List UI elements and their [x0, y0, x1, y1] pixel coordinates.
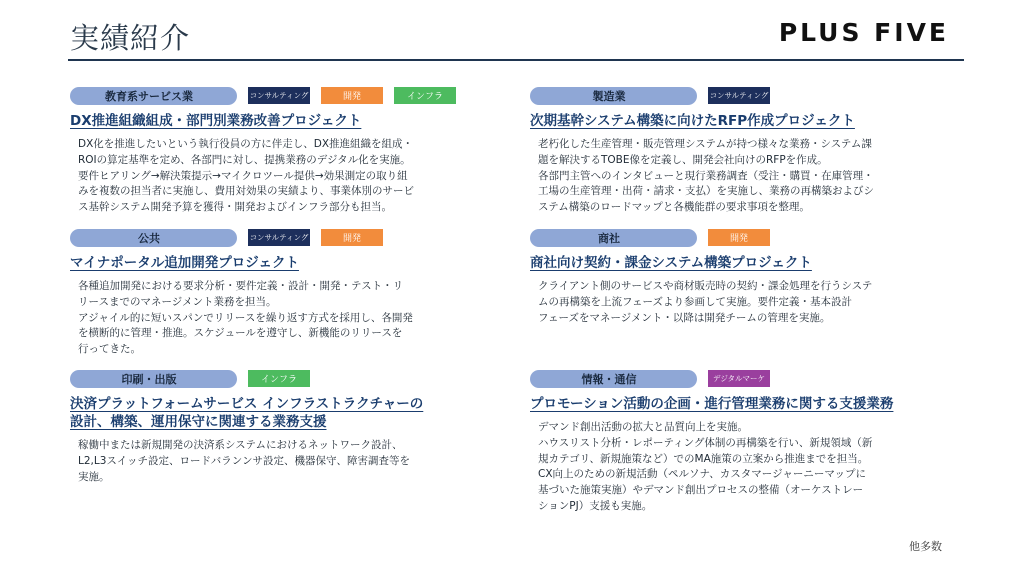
project-description: 稼働中または新規開発の決済系システムにおけるネットワーク設計、 L2,L3スイッチ設定、ロードバランンサ設定、機器保守、障害調査等を 実施。 [78, 439, 411, 483]
case-trading [530, 228, 960, 326]
tag-list [708, 87, 770, 104]
project-title: 商社向け契約・課金システム構築プロジェクト [530, 255, 812, 271]
tag-development: 開発 [321, 229, 383, 246]
case-header [70, 86, 500, 105]
tag-list [708, 370, 770, 387]
project-title: 決済プラットフォームサービス インフラストラクチャーの 設計、構築、運用保守に関連する業務支援 [70, 396, 424, 430]
tag-list [708, 229, 770, 246]
tag-consulting: コンサルティング [708, 87, 770, 104]
case-printing [70, 369, 500, 485]
project-title: マイナポータル追加開発プロジェクト [70, 255, 299, 271]
industry-label: 印刷・出版 [70, 370, 228, 388]
footer-note: 他多数 [909, 540, 942, 553]
project-description: 各種追加開発における要求分析・要件定義・設計・開発・テスト・リ リースまでのマネージメント業務を担当。 アジャイル的に短いスパンでリリースを繰り返す方式を採用し、各開発 を横断的に管理・推進。スケジュールを遵守し、新機能のリリースを 行ってきた。 [78, 280, 413, 356]
case-public [70, 228, 500, 358]
tag-list [248, 229, 383, 246]
page-title: 実績紹介 [70, 21, 191, 55]
project-description: デマンド創出活動の拡大と品質向上を実施。 ハウスリスト分析・レポーティング体制の再構築を行い、新規領域（新 規カテゴリ、新規施策など）でのMA施策の立案から推進までを担当。 CX向上のための新規活動（ペルソナ、カスタマージャーニーマップに 基づいた施策実施）やデマンド創出プロセスの整備（オーケストレー ションPJ）支援も実施。 [538, 421, 873, 512]
project-title: プロモーション活動の企画・進行管理業務に関する支援業務 [530, 396, 894, 412]
industry-label: 製造業 [530, 87, 688, 105]
project-title: 次期基幹システム構築に向けたRFP作成プロジェクト [530, 113, 855, 129]
industry-label: 公共 [70, 229, 228, 247]
case-manufacturing [530, 86, 960, 216]
case-header [530, 228, 960, 247]
case-header [70, 369, 500, 388]
industry-label: 教育系サービス業 [70, 87, 228, 105]
case-communications [530, 369, 960, 515]
project-description: 老朽化した生産管理・販売管理システムが持つ様々な業務・システム課 題を解決するTOBE像を定義し、開発会社向けのRFPを作成。 各部門主管へのインタビューと現行業務調査（受注・購買・在庫管理・ 工場の生産管理・出荷・請求・支払）を実施し、業務の再構築およびシ ステム構築のロードマップと各機能群の要求事項を整理。 [538, 138, 874, 214]
tag-digital-marketing: デジタルマーケ [708, 370, 770, 387]
project-description: クライアント側のサービスや商材販売時の契約・課金処理を行うシステ ムの再構築を上流フェーズより参画して実施。要件定義・基本設計 フェーズをマネージメント・以降は開発チームの管理を実施。 [538, 280, 873, 324]
tag-development: 開発 [708, 229, 770, 246]
tag-development: 開発 [321, 87, 383, 104]
industry-label: 情報・通信 [530, 370, 688, 388]
case-header [70, 228, 500, 247]
case-header [530, 369, 960, 388]
tag-list [248, 87, 456, 104]
industry-label: 商社 [530, 229, 688, 247]
tag-consulting: コンサルティング [248, 87, 310, 104]
tag-consulting: コンサルティング [248, 229, 310, 246]
case-header [530, 86, 960, 105]
project-description: DX化を推進したいという執行役員の方に伴走し、DX推進組織を組成・ ROIの算定基準を定め、各部門に対し、提携業務のデジタル化を実施。 要件ヒアリング→解決策提示→マイクロツール提供→効果測定の取り組 みを複数の担当者に実施し、費用対効果の実績より、事業体別のサービ ス基幹システム開発予算を獲得・開発およびインフラ部分も担当。 [78, 138, 414, 214]
tag-infrastructure: インフラ [394, 87, 456, 104]
company-logo: PLUS FIVE [778, 18, 949, 47]
project-title: DX推進組織組成・部門別業務改善プロジェクト [70, 113, 362, 129]
title-divider [68, 59, 964, 61]
case-education [70, 86, 500, 216]
tag-infrastructure: インフラ [248, 370, 310, 387]
tag-list [248, 370, 310, 387]
